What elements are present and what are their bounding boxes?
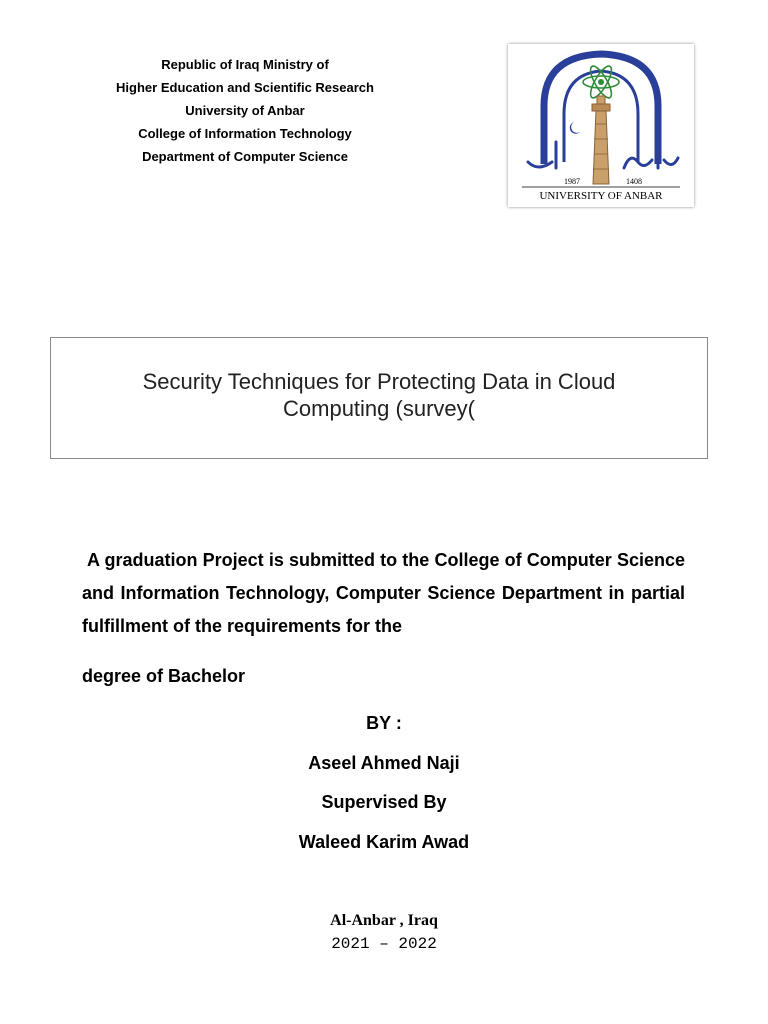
header-line-department: Department of Computer Science [142, 149, 348, 164]
supervised-by-label: Supervised By [321, 792, 447, 812]
header-line-university: University of Anbar [185, 103, 305, 118]
minaret-icon [592, 96, 610, 184]
header-line-ministry: Republic of Iraq Ministry of [161, 57, 329, 72]
header-line-college: College of Information Technology [138, 126, 352, 141]
academic-years: 2021 – 2022 [331, 935, 437, 953]
project-title-line-1: Security Techniques for Protecting Data in Cloud [142, 369, 616, 394]
place-text: Al-Anbar , Iraq [330, 912, 438, 929]
submission-text: A graduation Project is submitted to the College of Computer Science and Information Technology, Computer Science Department in partial fulfillment of the requirements for the [82, 550, 685, 636]
logo-caption: UNIVERSITY OF ANBAR [539, 190, 663, 202]
header-line-higher-education: Higher Education and Scientific Research [116, 80, 374, 95]
project-title [69, 368, 689, 422]
title-box [50, 337, 708, 459]
supervisor-name: Waleed Karim Awad [298, 832, 470, 852]
submission-paragraph [82, 544, 685, 643]
institution-header [80, 53, 410, 168]
logo-year-right: 1408 [626, 177, 642, 186]
by-label: BY : [366, 713, 402, 733]
university-logo [508, 44, 694, 207]
submission-paragraph-end: degree of Bachelor [82, 666, 246, 686]
university-logo-graphic [508, 44, 694, 207]
author-name: Aseel Ahmed Naji [308, 753, 460, 773]
atom-icon [583, 63, 619, 100]
project-title-line-2: Computing (survey( [283, 396, 475, 421]
logo-year-left: 1987 [564, 177, 580, 186]
